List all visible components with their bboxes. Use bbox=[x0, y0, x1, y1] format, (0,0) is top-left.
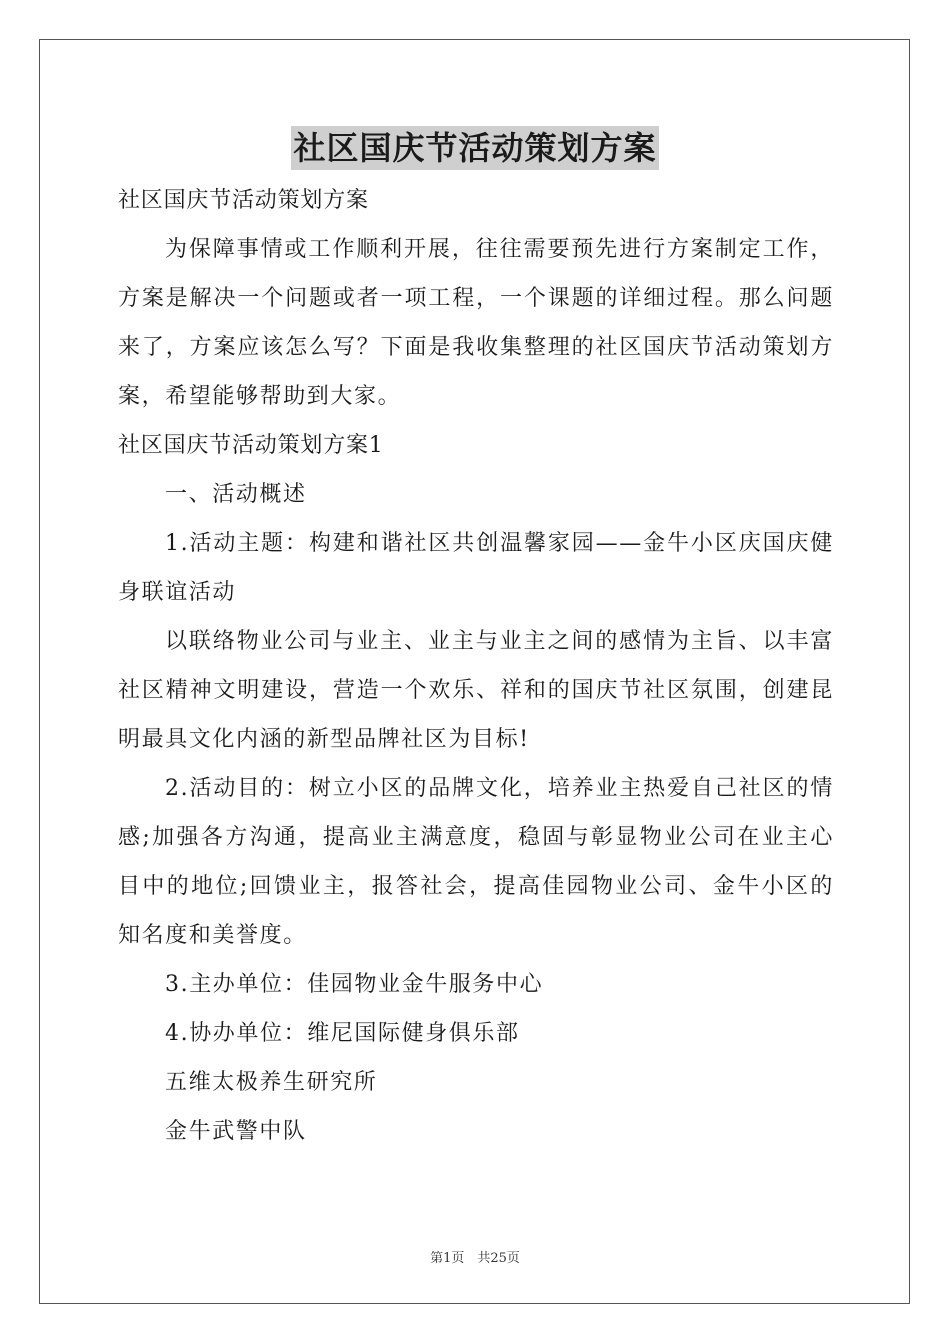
document-title: 社区国庆节活动策划方案 bbox=[291, 126, 658, 170]
page-number: 第1页 共25页 bbox=[430, 1251, 520, 1266]
paragraph-co-organizer: 4.协办单位：维尼国际健身俱乐部 bbox=[165, 1021, 520, 1046]
paragraph-co-organizer-3: 金牛武警中队 bbox=[165, 1119, 307, 1144]
paragraph-co-organizer-2: 五维太极养生研究所 bbox=[165, 1070, 378, 1095]
paragraph-activity-purpose-intro: 以联络物业公司与业主、业主与业主之间的感情为主旨、以丰富社区精神文明建设，营造一个欢乐、祥和的国庆节社区氛围，创建昆明最具文化内涵的新型品牌社区为目标! bbox=[118, 629, 834, 752]
document-body bbox=[118, 176, 834, 1156]
paragraph-section-heading: 社区国庆节活动策划方案1 bbox=[118, 433, 384, 458]
document-title-heading bbox=[0, 126, 950, 170]
paragraph-subtitle: 社区国庆节活动策划方案 bbox=[118, 188, 369, 213]
paragraph-activity-theme: 1.活动主题：构建和谐社区共创温馨家园——金牛小区庆国庆健身联谊活动 bbox=[118, 531, 834, 605]
paragraph-organizer: 3.主办单位：佳园物业金牛服务中心 bbox=[165, 972, 544, 997]
paragraph-overview-heading: 一、活动概述 bbox=[165, 482, 307, 507]
paragraph-activity-goal: 2.活动目的：树立小区的品牌文化，培养业主热爱自己社区的情感;加强各方沟通，提高业主满意度，稳固与彰显物业公司在业主心目中的地位;回馈业主，报答社会，提高佳园物业公司、金牛小区的知名度和美誉度。 bbox=[118, 776, 834, 948]
paragraph-intro: 为保障事情或工作顺利开展，往往需要预先进行方案制定工作，方案是解决一个问题或者一项工程，一个课题的详细过程。那么问题来了，方案应该怎么写？下面是我收集整理的社区国庆节活动策划方案，希望能够帮助到大家。 bbox=[118, 237, 834, 409]
